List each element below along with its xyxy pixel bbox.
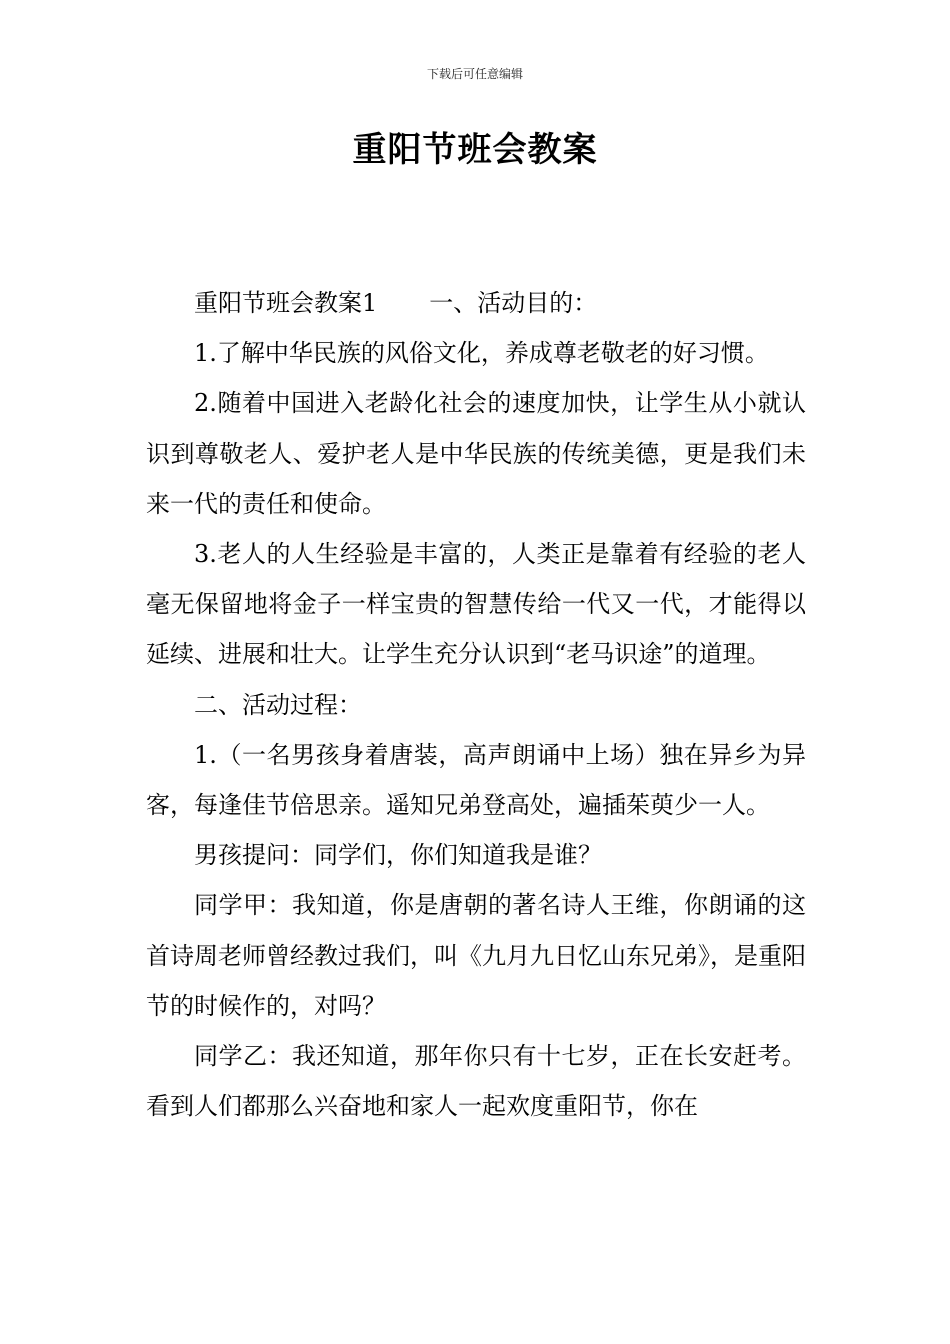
paragraph: 同学甲：我知道，你是唐朝的著名诗人王维，你朗诵的这首诗周老师曾经教过我们，叫《九月九日忆山东兄弟》，是重阳节的时候作的，对吗？ (146, 891, 806, 1020)
paragraph: 1.（一名男孩身着唐装，高声朗诵中上场）独在异乡为异客，每逢佳节倍思亲。遥知兄弟登高处，遍插茱萸少一人。 (146, 740, 806, 820)
document-body (146, 278, 806, 1131)
paragraph: 2.随着中国进入老龄化社会的速度加快，让学生从小就认识到尊敬老人、爱护老人是中华民族的传统美德，更是我们未来一代的责任和使命。 (146, 389, 806, 518)
document-title: 重阳节班会教案 (352, 130, 598, 170)
paragraph: 3.老人的人生经验是丰富的，人类正是靠着有经验的老人毫无保留地将金子一样宝贵的智慧传给一代又一代，才能得以延续、进展和壮大。让学生充分认识到“老马识途”的道理。 (146, 540, 806, 669)
paragraph: 1.了解中华民族的风俗文化，养成尊老敬老的好习惯。 (194, 339, 769, 368)
paragraph: 二、活动过程： (194, 690, 362, 719)
header-note: 下载后可任意编辑 (426, 67, 523, 81)
paragraph-text: 一、活动目的： (429, 289, 598, 317)
paragraph: 男孩提问：同学们，你们知道我是谁？ (194, 841, 602, 870)
paragraph-intro (146, 278, 806, 328)
paragraph: 同学乙：我还知道，那年你只有十七岁，正在长安赶考。看到人们都那么兴奋地和家人一起欢度重阳节，你在 (146, 1042, 806, 1121)
section-heading: 重阳节班会教案1 (194, 289, 378, 317)
